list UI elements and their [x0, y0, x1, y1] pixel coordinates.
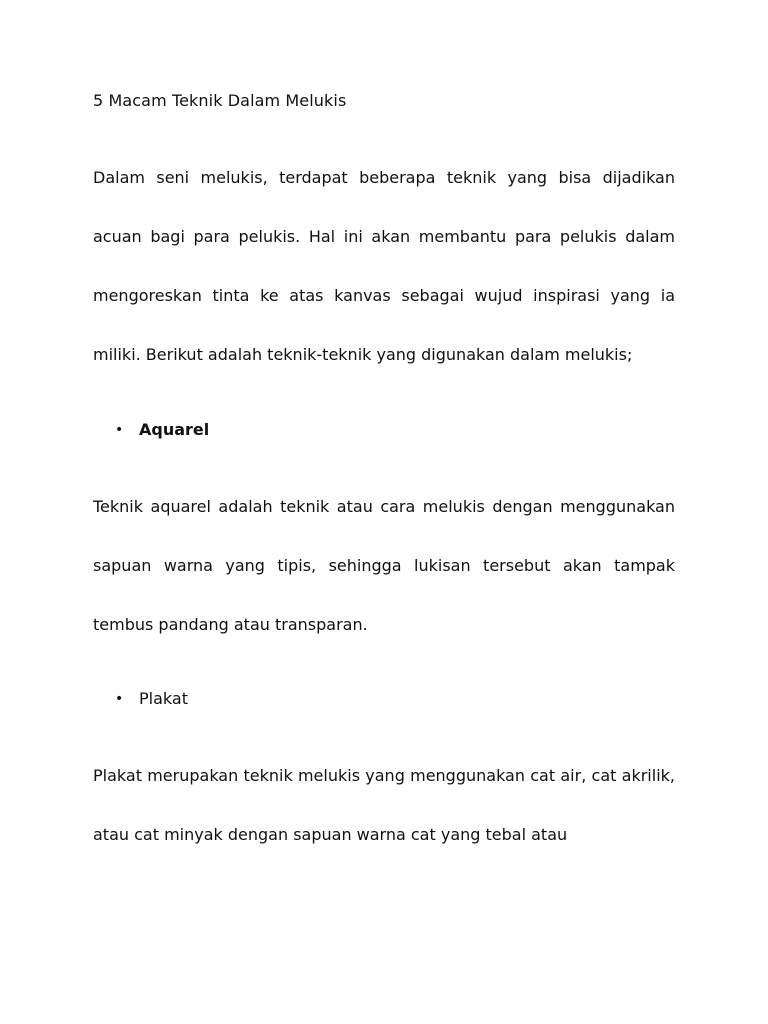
list-item-aquarel — [115, 420, 209, 439]
bullet-icon: • — [115, 691, 124, 707]
plakat-paragraph: Plakat merupakan teknik melukis yang menggunakan cat air, cat akrilik, atau cat minyak dengan sapuan warna cat yang tebal atau — [93, 766, 675, 844]
section-heading-plakat: Plakat — [139, 689, 188, 708]
bullet-icon: • — [115, 422, 124, 438]
intro-paragraph: Dalam seni melukis, terdapat beberapa teknik yang bisa dijadikan acuan bagi para pelukis. Hal ini akan membantu para pelukis dalam mengoreskan tinta ke atas kanvas sebagai wujud inspirasi yang ia miliki. Berikut adalah teknik-teknik yang digunakan dalam melukis; — [93, 168, 675, 364]
list-item-plakat — [115, 689, 188, 708]
aquarel-paragraph: Teknik aquarel adalah teknik atau cara melukis dengan menggunakan sapuan warna yang tipis, sehingga lukisan tersebut akan tampak tembus pandang atau transparan. — [93, 497, 675, 634]
section-heading-aquarel: Aquarel — [139, 420, 210, 439]
document-title: 5 Macam Teknik Dalam Melukis — [93, 91, 347, 110]
